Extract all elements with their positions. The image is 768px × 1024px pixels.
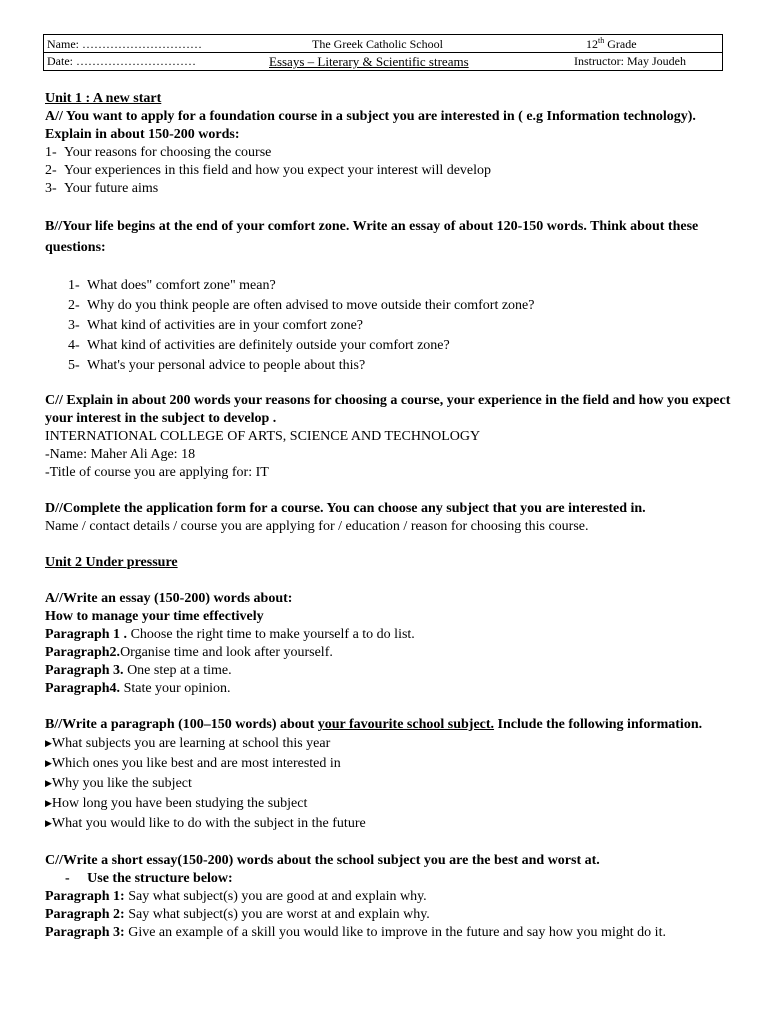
unit1-a-prompt: A// You want to apply for a foundation course in a subject you are interested in ( e.g Information technology). Explain in about 150-200 words: — [45, 109, 696, 142]
unit1-d-prompt: D//Complete the application form for a course. You can choose any subject that you are interested in. — [45, 501, 646, 516]
header-box — [43, 34, 723, 71]
paragraph-guide: Paragraph4. State your opinion. — [45, 681, 231, 696]
unit2-c-prompt: C//Write a short essay(150-200) words about the school subject you are the best and worst at. — [45, 853, 600, 868]
school-name: The Greek Catholic School — [312, 37, 443, 51]
grade-label: 12th Grade — [586, 36, 637, 51]
name-field: Name: ………………………… — [47, 37, 202, 51]
bullet-item: ▶Which ones you like best and are most interested in — [45, 756, 341, 771]
bullet-arrow-icon: ▶ — [45, 799, 52, 809]
application-fields: Name / contact details / course you are applying for / education / reason for choosing this course. — [45, 519, 589, 534]
paragraph-guide: Paragraph 3. One step at a time. — [45, 663, 232, 678]
list-item: 5- What's your personal advice to people about this? — [68, 358, 366, 373]
bullet-item: ▶Why you like the subject — [45, 776, 192, 791]
applicant-name: -Name: Maher Ali Age: 18 — [45, 447, 196, 462]
bullet-item: ▶What subjects you are learning at school this year — [45, 736, 331, 751]
paragraph-guide: Paragraph 3: Give an example of a skill you would like to improve in the future and say how you might do it. — [45, 925, 666, 940]
course-title: Essays – Literary & Scientific streams — [269, 54, 469, 69]
date-field: Date: ………………………… — [47, 54, 196, 68]
course-applied: -Title of course you are applying for: IT — [45, 465, 269, 480]
instructor-label: Instructor: May Joudeh — [574, 54, 686, 68]
bullet-arrow-icon: ▶ — [45, 759, 52, 769]
list-item: 4- What kind of activities are definitely outside your comfort zone? — [68, 338, 450, 353]
unit1-c-prompt: C// Explain in about 200 words your reasons for choosing a course, your experience in the field and how you expect your interest in the subject to develop . — [45, 393, 731, 426]
list-item: 2- Your experiences in this field and how you expect your interest will develop — [45, 163, 492, 178]
list-item: 3- What kind of activities are in your comfort zone? — [68, 318, 364, 333]
bullet-item: ▶How long you have been studying the subject — [45, 796, 308, 811]
bullet-arrow-icon: ▶ — [45, 819, 52, 829]
header-divider — [44, 52, 722, 53]
list-item: 3- Your future aims — [45, 181, 159, 196]
worksheet-content — [45, 90, 735, 942]
paragraph-guide: Paragraph 1: Say what subject(s) you are good at and explain why. — [45, 889, 427, 904]
unit2-a-topic: How to manage your time effectively — [45, 609, 264, 624]
paragraph-guide: Paragraph 1 . Choose the right time to make yourself a to do list. — [45, 627, 415, 642]
list-item: 1- What does" comfort zone" mean? — [68, 278, 276, 293]
college-name: INTERNATIONAL COLLEGE OF ARTS, SCIENCE AND TECHNOLOGY — [45, 429, 481, 444]
list-item: 2- Why do you think people are often advised to move outside their comfort zone? — [68, 298, 535, 313]
unit1-b-prompt: B//Your life begins at the end of your comfort zone. Write an essay of about 120-150 words. Think about these questions: — [45, 219, 699, 255]
unit2-b-prompt: B//Write a paragraph (100–150 words) about your favourite school subject. Include the following information. — [45, 717, 703, 732]
bullet-arrow-icon: ▶ — [45, 739, 52, 749]
bullet-item: ▶What you would like to do with the subject in the future — [45, 816, 366, 831]
paragraph-guide: Paragraph 2: Say what subject(s) you are worst at and explain why. — [45, 907, 430, 922]
unit2-heading: Unit 2 Under pressure — [45, 555, 178, 570]
structure-note: - Use the structure below: — [65, 871, 233, 886]
list-item: 1- Your reasons for choosing the course — [45, 145, 272, 160]
unit2-a-prompt: A//Write an essay (150-200) words about: — [45, 591, 293, 606]
bullet-arrow-icon: ▶ — [45, 779, 52, 789]
comfort-zone-questions — [45, 276, 735, 376]
unit1-heading: Unit 1 : A new start — [45, 91, 162, 106]
paragraph-guide: Paragraph2.Organise time and look after yourself. — [45, 645, 333, 660]
